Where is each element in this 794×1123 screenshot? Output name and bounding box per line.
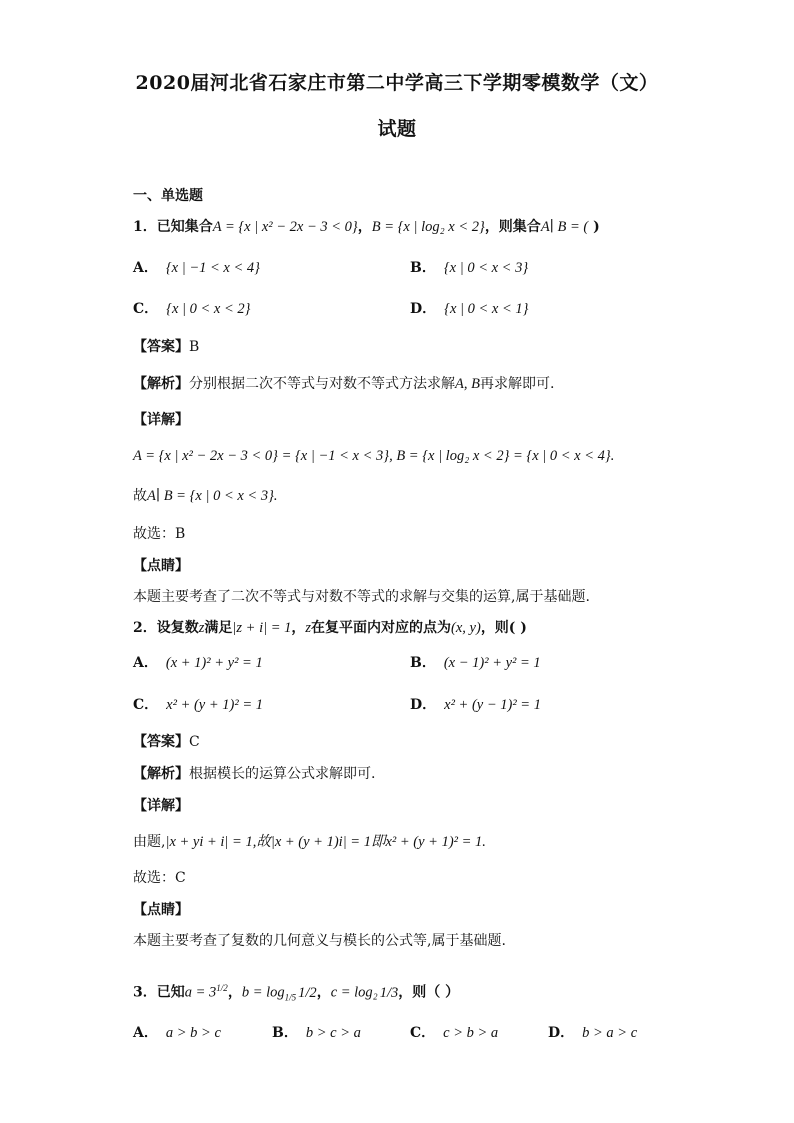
question-3-b-expr: b = log [241, 984, 285, 1001]
option-letter: B． [410, 655, 436, 671]
analysis-suffix: 再求解即可. [479, 376, 555, 392]
question-2-analysis [133, 764, 375, 784]
question-2-suffix: ，则( ) [480, 620, 527, 636]
question-2-answer [133, 732, 200, 752]
question-3-b-arg: 1/2 [298, 984, 317, 1001]
question-2-detail [133, 832, 486, 852]
question-2-cond-text: 满足 [204, 620, 233, 636]
detail-prefix: 故 [133, 488, 147, 504]
question-2-comment-text: 本题主要考查了复数的几何意义与模长的公式等,属于基础题. [133, 933, 506, 949]
question-1-comment-text: 本题主要考查了二次不等式与对数不等式的求解与交集的运算,属于基础题. [133, 589, 590, 605]
answer-value: C [189, 734, 200, 750]
question-3-stem [133, 976, 459, 1009]
question-1-answer [133, 337, 199, 357]
option-text: b > c > a [305, 1025, 361, 1041]
detail-math: A∣ B = {x | 0 < x < 3}. [147, 488, 278, 504]
question-3-suffix: ，则（ ） [398, 984, 460, 1001]
answer-value: B [189, 339, 200, 355]
question-1-analysis [133, 374, 554, 394]
option-text: {x | 0 < x < 1} [444, 301, 529, 317]
document-title-line1: 2020届河北省石家庄市第二中学高三下学期零模数学（文） [135, 72, 659, 94]
option-letter: C． [133, 697, 159, 713]
question-3-option-d [548, 1023, 637, 1043]
section-heading: 一、单选题 [133, 188, 203, 204]
question-2-z2: z [305, 620, 312, 636]
question-2-point: (x, y) [451, 620, 481, 636]
detail-math: |x + yi + i| = 1,故|x + (y + 1)i| = 1即x² + (y + 1)² = 1. [165, 834, 486, 850]
question-1-set-b: B = {x | log₂ x < 2} [371, 219, 485, 235]
question-3-a-expr: a = 3 [184, 984, 217, 1001]
question-3-b-base: 1/5 [284, 992, 297, 1003]
question-2-prefix: 2．设复数 [133, 620, 199, 636]
question-1-stem [133, 217, 600, 237]
question-3-c-expr: c = log₂ [330, 984, 378, 1001]
question-1-expr: A∣ B = ( [540, 219, 589, 235]
option-letter: C． [133, 301, 159, 317]
document-title-line2: 试题 [377, 118, 417, 140]
option-text: x² + (y − 1)² = 1 [444, 697, 541, 713]
question-1-comment-label: 【点睛】 [133, 558, 189, 574]
question-1-comma: ， [357, 219, 372, 235]
question-1-detail-label: 【详解】 [133, 412, 189, 428]
question-3-c-arg: 1/3 [379, 984, 399, 1001]
question-3-option-b [272, 1023, 361, 1043]
analysis-text: 分别根据二次不等式与对数不等式方法求解 [189, 376, 455, 392]
question-1-option-b [410, 258, 528, 278]
option-text: {x | 0 < x < 2} [166, 301, 251, 317]
analysis-label: 【解析】 [133, 766, 189, 782]
question-2-stem [133, 618, 527, 638]
question-2-option-c [133, 695, 263, 715]
question-2-option-a [133, 653, 263, 673]
question-1-paren: ) [588, 219, 600, 235]
question-2-z: z [198, 620, 205, 636]
question-1-option-a [133, 258, 260, 278]
question-2-cond-math: |z + i| = 1 [232, 620, 292, 636]
option-text: a > b > c [165, 1025, 221, 1041]
question-2-detail-label: 【详解】 [133, 798, 189, 814]
option-letter: D． [410, 697, 437, 713]
question-3-a-exponent: 1/2 [216, 983, 228, 993]
question-1-option-d [410, 299, 528, 319]
answer-label: 【答案】 [133, 339, 189, 355]
option-text: (x + 1)² + y² = 1 [165, 655, 263, 671]
detail-prefix: 由题, [133, 834, 166, 850]
question-1-option-c [133, 299, 250, 319]
analysis-math: A, B [455, 376, 480, 392]
option-text: (x − 1)² + y² = 1 [443, 655, 541, 671]
question-1-detail-line1: A = {x | x² − 2x − 3 < 0} = {x | −1 < x < 3}, B = {x | log₂ x < 2} = {x | 0 < x < 4}. [133, 448, 615, 464]
question-1-prefix: 1．已知集合 [133, 219, 213, 235]
question-2-mid: 在复平面内对应的点为 [311, 620, 452, 636]
question-3-prefix: 3．已知 [133, 984, 185, 1001]
answer-label: 【答案】 [133, 734, 189, 750]
analysis-text: 根据模长的运算公式求解即可. [189, 766, 376, 782]
question-2-option-d [410, 695, 541, 715]
question-3-option-a [133, 1023, 221, 1043]
question-2-comma: ， [291, 620, 306, 636]
option-text: x² + (y + 1)² = 1 [166, 697, 263, 713]
option-letter: A． [133, 1025, 158, 1041]
analysis-label: 【解析】 [133, 376, 189, 392]
option-text: c > b > a [443, 1025, 499, 1041]
question-3-option-c [410, 1023, 498, 1043]
question-2-choice: 故选：C [133, 870, 186, 886]
option-letter: A． [133, 655, 158, 671]
question-1-suffix: ，则集合 [484, 219, 541, 235]
option-letter: D． [410, 301, 437, 317]
question-3-sep2: ， [316, 984, 331, 1001]
option-letter: B． [410, 260, 436, 276]
question-3-sep1: ， [227, 984, 242, 1001]
option-text: {x | −1 < x < 4} [165, 260, 260, 276]
question-2-comment-label: 【点睛】 [133, 902, 189, 918]
option-text: b > a > c [582, 1025, 638, 1041]
question-1-set-a: A = {x | x² − 2x − 3 < 0} [212, 219, 358, 235]
question-1-choice: 故选：B [133, 526, 186, 542]
option-letter: C． [410, 1025, 436, 1041]
option-letter: A． [133, 260, 158, 276]
option-letter: D． [548, 1025, 575, 1041]
option-text: {x | 0 < x < 3} [443, 260, 529, 276]
option-letter: B． [272, 1025, 298, 1041]
question-1-detail-line2 [133, 486, 278, 506]
question-2-option-b [410, 653, 541, 673]
